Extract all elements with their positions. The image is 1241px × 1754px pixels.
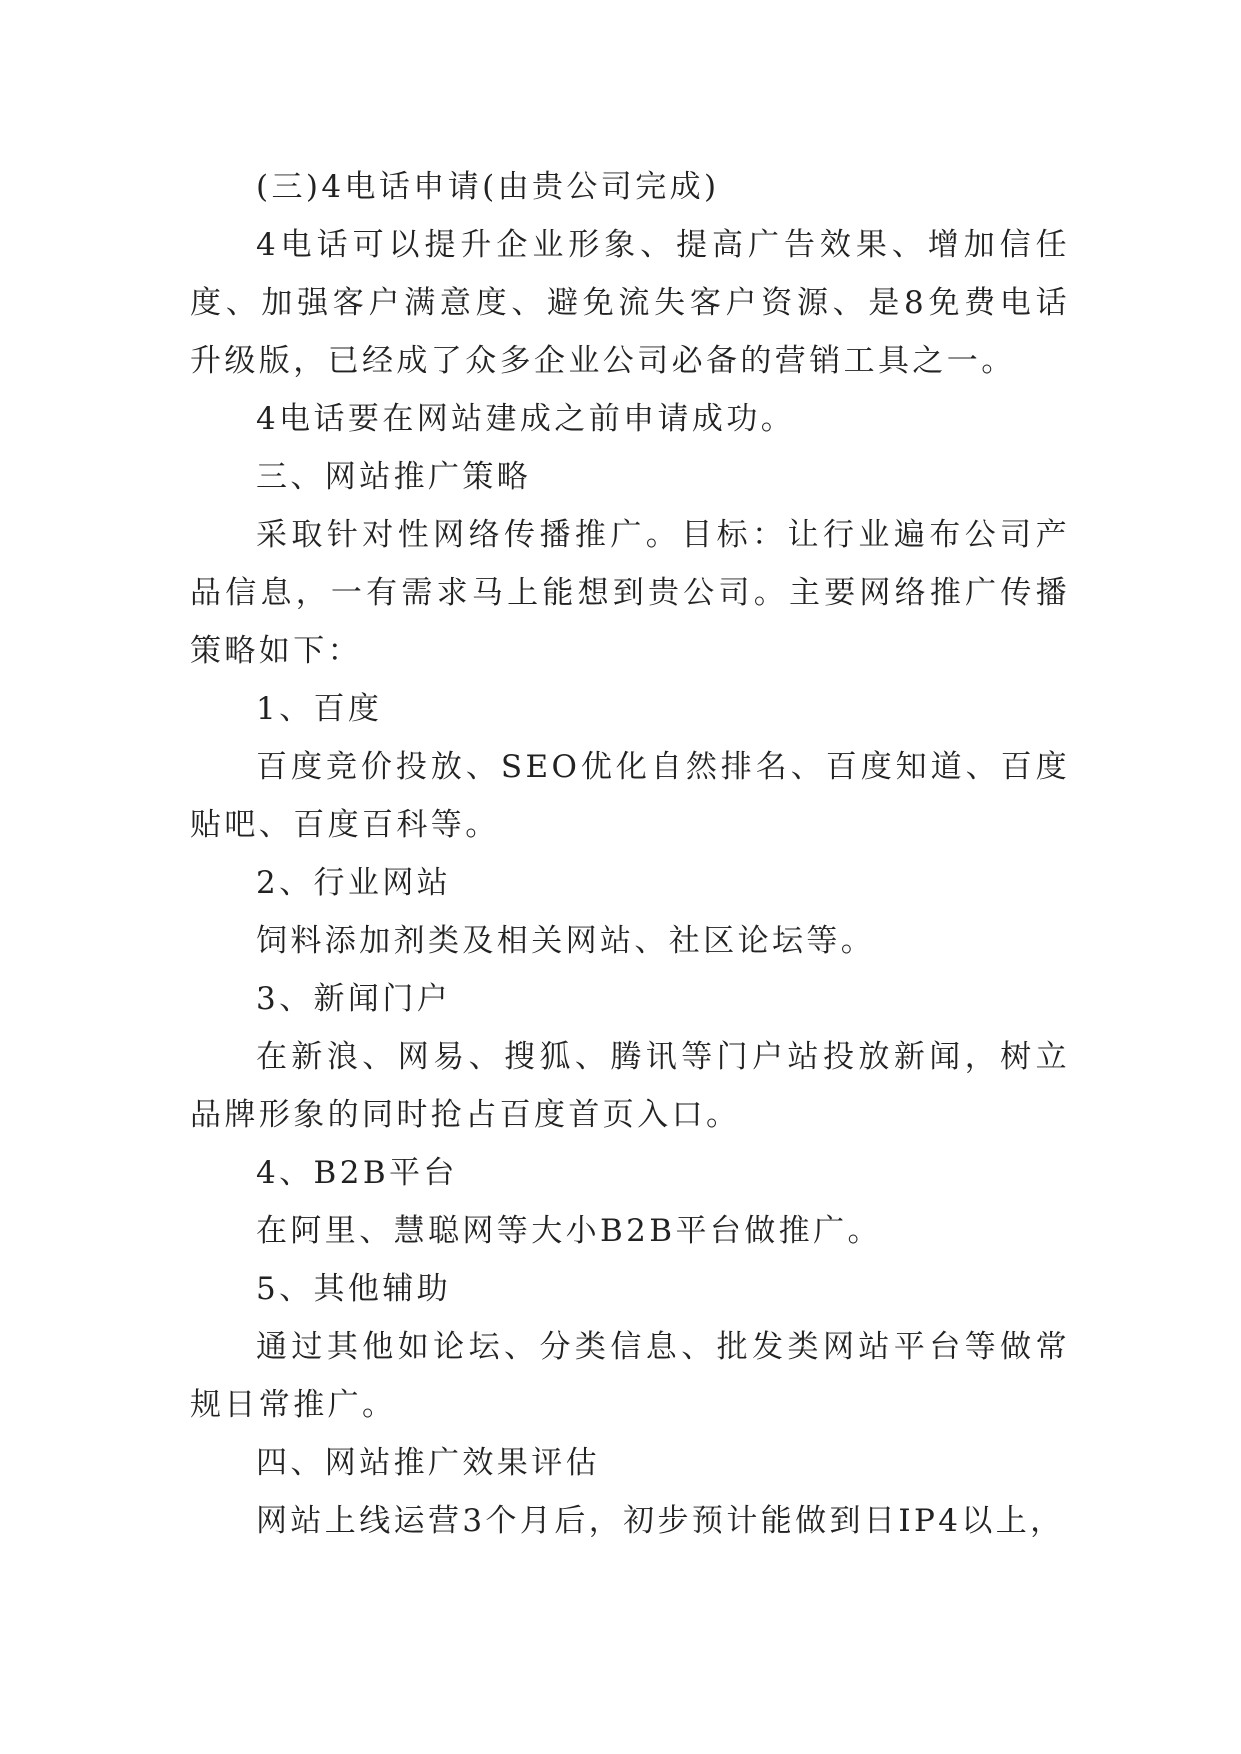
paragraph-effect-evaluation: 网站上线运营3个月后，初步预计能做到日IP4以上， xyxy=(256,1503,1065,1539)
paragraph-phone-timing: 4电话要在网站建成之前申请成功。 xyxy=(256,401,796,437)
document-body xyxy=(190,158,1070,1550)
subheading-news-portals: 3、新闻门户 xyxy=(256,981,452,1017)
subheading-b2b-platforms: 4、B2B平台 xyxy=(256,1155,458,1191)
paragraph-b2b-platforms: 在阿里、慧聪网等大小B2B平台做推广。 xyxy=(256,1213,882,1249)
section-heading-effect-evaluation: 四、网站推广效果评估 xyxy=(256,1445,600,1481)
subheading-industry-sites: 2、行业网站 xyxy=(256,865,452,901)
subheading-baidu: 1、百度 xyxy=(256,691,383,727)
paragraph-baidu: 百度竞价投放、SEO优化自然排名、百度知道、百度贴吧、百度百科等。 xyxy=(190,749,1070,843)
subheading-other-support: 5、其他辅助 xyxy=(256,1271,452,1307)
section-heading-phone-application: (三)4电话申请(由贵公司完成) xyxy=(256,169,720,205)
paragraph-industry-sites: 饲料添加剂类及相关网站、社区论坛等。 xyxy=(256,923,876,959)
paragraph-other-support: 通过其他如论坛、分类信息、批发类网站平台等做常规日常推广。 xyxy=(190,1329,1070,1423)
paragraph-promotion-goal: 采取针对性网络传播推广。目标：让行业遍布公司产品信息，一有需求马上能想到贵公司。主要网络推广传播策略如下： xyxy=(190,517,1070,669)
section-heading-promotion-strategy: 三、网站推广策略 xyxy=(256,459,532,495)
paragraph-news-portals: 在新浪、网易、搜狐、腾讯等门户站投放新闻，树立品牌形象的同时抢占百度首页入口。 xyxy=(190,1039,1070,1133)
paragraph-phone-benefits: 4电话可以提升企业形象、提高广告效果、增加信任度、加强客户满意度、避免流失客户资源、是8免费电话升级版，已经成了众多企业公司必备的营销工具之一。 xyxy=(190,227,1070,379)
